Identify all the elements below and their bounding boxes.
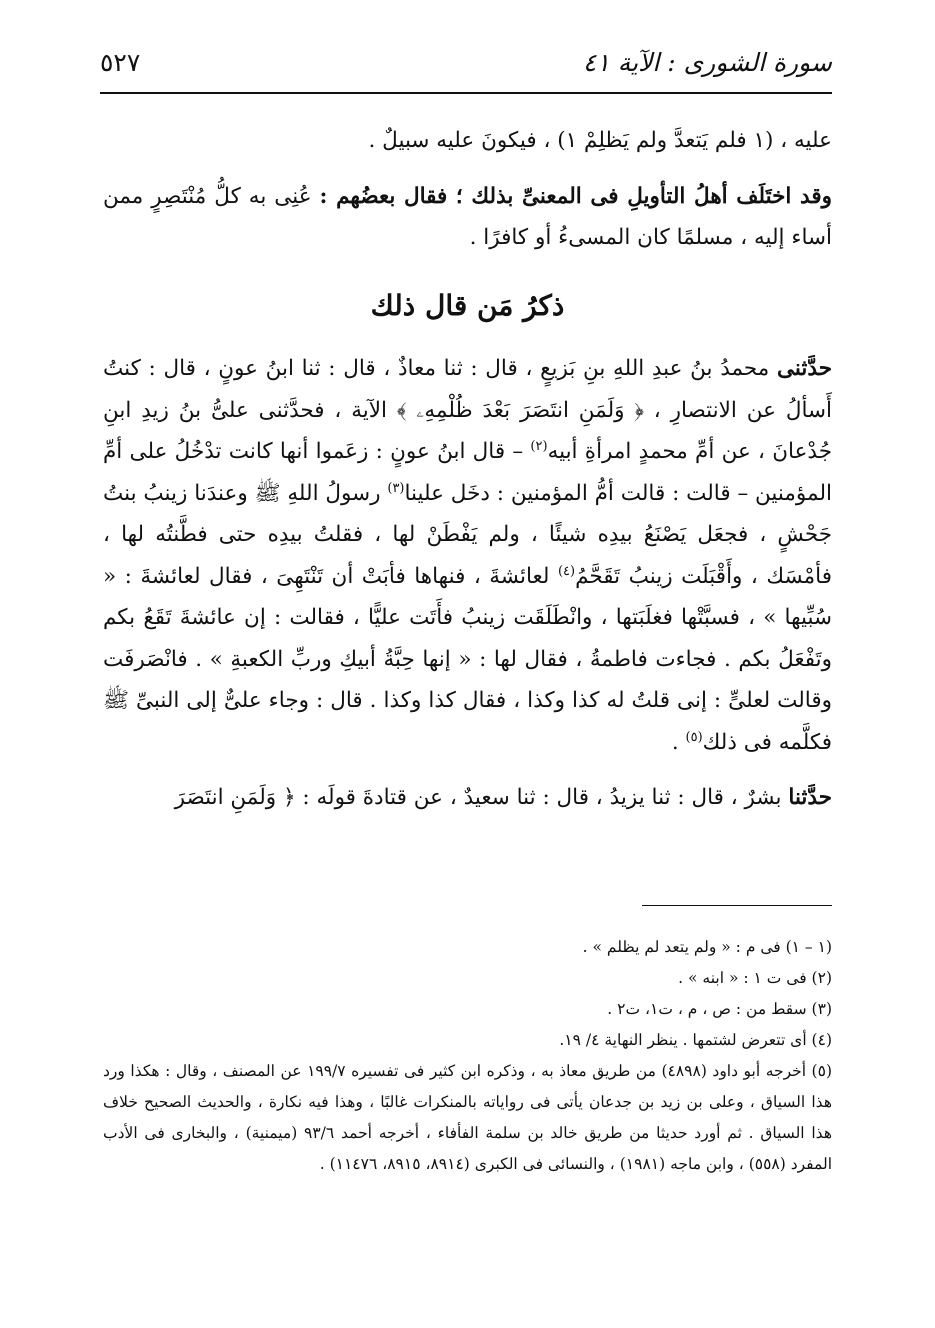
footnote-ref-4: (٤) <box>557 563 576 579</box>
footnote-3: (٣) سقط من : ص ، م ، ت١، ت٢ . <box>607 1000 832 1018</box>
intro-paragraph: عليه ، (١ فلم يَتعدَّ ولم يَظلِمْ ١) ، فيكونَ عليه سبيلٌ . <box>368 128 832 153</box>
hadith1-text-d: لعائشةَ ، فنهاها فأبَتْ أن تَنْتَهِىَ ، فقال لعائشةَ : « سُبِّيها » ، فسبَّتْها فغلَبَتها ، وانْطَلَقَت زينبُ فأَتَت عليًّا ، فقالت : إن عائشةَ تَقَعُ بكم وتَفْعَلُ بكم . فجاءت فاطمةُ ، فقال لها : « إنها حِبَّةُ أبيكِ وربِّ الكعبةِ » . فانْصَرفَت وقالت لعلىٍّ : إنى قلتُ له كذا وكذا ، فقال كذا وكذا . قال : وجاء علىٌّ إلى النبىِّ ﷺ فكلَّمه فى ذلك <box>103 563 832 755</box>
footnote-5: (٥) أخرجه أبو داود (٤٨٩٨) من طريق معاذ به ، وذكره ابن كثير فى تفسيره ١٩٩/٧ عن المصنف ، وقال : هكذا ورد هذا السياق ، وعلى بن زيد بن جدعان يأتى فى رواياته بالمنكرات غالبًا ، وهذا فيه نكارة ، والحديث الصحيح خلاف هذا السياق . ثم أورد حديثا من طريق خالد بن سلمة الفأفاء ، أخرجه أحمد ٩٣/٦ (ميمنية) ، والبخارى فى الأدب المفرد (٥٥٨) ، وابن ماجه (١٩٨١) ، والنسائى فى الكبرى (٨٩١٤، ٨٩١٥، ١١٤٧٦) . <box>103 1062 832 1173</box>
disagreement-lead: وقد اختَلَف أهلُ التأويلِ فى المعنىِّ بذلك ؛ فقال بعضُهم : <box>319 183 832 209</box>
footnote-4: (٤) أى تتعرض لشتمها . ينظر النهاية ٤/ ١٩. <box>559 1031 832 1049</box>
hadith-paragraph-2 <box>103 777 832 819</box>
hadith2-text: بشرٌ ، قال : ثنا يزيدُ ، قال : ثنا سعيدٌ ، عن قتادةَ قولَه : ﴿ وَلَمَنِ انتَصَرَ <box>174 785 782 810</box>
footnote-ref-3: (٣) <box>387 480 405 496</box>
running-title: سورة الشورى : الآية ٤١ <box>582 48 832 77</box>
hadith1-end: . <box>671 729 686 755</box>
footnote-1: (١ – ١) فى م : « ولم يتعد لم يظلم » . <box>582 938 832 956</box>
hadith1-lead: حدَّثنى <box>777 356 832 381</box>
footnote-ref-5: (٥) <box>685 729 703 745</box>
running-header <box>100 46 832 94</box>
disagreement-paragraph <box>103 176 832 259</box>
disagreement-text: عُنِى به كلُّ مُنْتَصِرٍ ممن أساء إليه ، مسلمًا كان المسىءُ أو كافرًا . <box>103 183 832 250</box>
footnote-2: (٢) فى ت ١ : « ابنه » . <box>678 969 832 987</box>
section-heading: ذكرُ مَن قال ذلك <box>370 288 565 322</box>
footnote-divider <box>642 905 832 906</box>
page-number: ٥٢٧ <box>100 48 141 77</box>
hadith1-text-b: – قال ابنُ عونٍ : زعَموا أنها كانت تدْخُلُ على أمِّ المؤمنين – قالت : قالت أمُّ المؤمنين : دخَل علينا <box>103 439 832 506</box>
footnote-ref-2: (٢) <box>530 438 548 454</box>
hadith1-text-c: رسولُ اللهِ ﷺ وعندَنا زينبُ بنتُ جَحْشٍ ، فجعَل يَصْنَعُ بيدِه شيئًا ، ولم يَفْطَنْ لها ، فقلتُ بيدِه حتى فطَّنتُه لها ، فأمْسَك ، وأَقْبَلَت زينبُ تَقَحَّمُ <box>103 480 832 589</box>
hadith1-text-a: محمدُ بنُ عبدِ اللهِ بنِ بَزيعٍ ، قال : ثنا معاذٌ ، قال : ثنا ابنُ عونٍ ، قال : كنتُ أَسألُ عن الانتصارِ ، ﴿ وَلَمَنِ انتَصَرَ بَعْدَ ظُلْمِهِۦ ﴾ الآية ، فحدَّثنى علىُّ بنُ زيدِ ابنِ جُدْعانَ ، عن أمِّ محمدٍ امرأةِ أبيه <box>103 356 832 464</box>
hadith2-lead: حدَّثنا <box>788 785 832 810</box>
footnotes <box>103 932 832 1180</box>
hadith-paragraph-1 <box>103 348 832 763</box>
main-text <box>103 120 832 819</box>
